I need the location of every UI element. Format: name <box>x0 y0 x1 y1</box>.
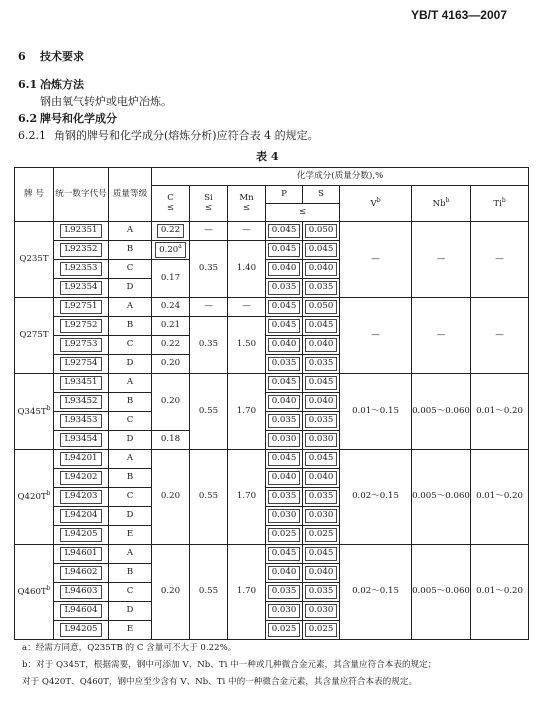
code-cell: L93451 <box>54 374 109 393</box>
nb-cell: — <box>412 298 471 374</box>
quality-cell: C <box>109 488 152 507</box>
code-cell: L92751 <box>54 298 109 317</box>
ti-cell: 0.01～0.20 <box>471 374 529 450</box>
code-cell: L94602 <box>54 564 109 583</box>
nb-cell: — <box>412 222 471 298</box>
p-cell: 0.035 <box>266 279 303 298</box>
v-cell: 0.01～0.15 <box>340 374 412 450</box>
grade-cell: Q235T <box>15 222 54 298</box>
code-cell: L94604 <box>54 602 109 621</box>
header-v: $V^b$ <box>340 186 412 222</box>
quality-cell: A <box>109 298 152 317</box>
quality-cell: A <box>109 545 152 564</box>
code-cell: L92352 <box>54 241 109 260</box>
p-cell: 0.045 <box>266 545 303 564</box>
s-cell: 0.035 <box>303 279 340 298</box>
s-cell: 0.035 <box>303 355 340 374</box>
c-cell: 0.22 <box>152 222 190 241</box>
quality-cell: A <box>109 374 152 393</box>
table-row <box>15 298 529 317</box>
s-cell: 0.030 <box>303 431 340 450</box>
section-6-1-heading: 6.1 冶炼方法 <box>18 78 84 91</box>
p-cell: 0.035 <box>266 488 303 507</box>
code-cell: L93454 <box>54 431 109 450</box>
si-cell: — <box>190 298 228 317</box>
table-row <box>15 545 529 564</box>
section-6-heading: 6 技术要求 <box>18 50 84 63</box>
quality-cell: C <box>109 412 152 431</box>
code-cell: L93453 <box>54 412 109 431</box>
s-cell: 0.025 <box>303 621 340 640</box>
quality-cell: C <box>109 583 152 602</box>
s-cell: 0.045 <box>303 450 340 469</box>
table-row <box>15 374 529 393</box>
c-cell: 0.17 <box>152 260 190 298</box>
code-cell: L92753 <box>54 336 109 355</box>
s-cell: 0.040 <box>303 260 340 279</box>
code-cell: L92354 <box>54 279 109 298</box>
s-cell: 0.040 <box>303 336 340 355</box>
footnote-b: b：对于 Q345T，根据需要，钢中可添加 V、Nb、Ti 中一种或几种微合金元素，其含量应符合本表的规定； <box>22 660 437 670</box>
p-cell: 0.035 <box>266 355 303 374</box>
nb-cell: 0.005～0.060 <box>412 450 471 545</box>
quality-cell: A <box>109 222 152 241</box>
quality-cell: D <box>109 431 152 450</box>
section-6-2-1-body: 6.2.1 角钢的牌号和化学成分(熔炼分析)应符合表 4 的规定。 <box>18 129 319 142</box>
quality-cell: C <box>109 336 152 355</box>
code-cell: L92754 <box>54 355 109 374</box>
p-cell: 0.030 <box>266 602 303 621</box>
p-cell: 0.035 <box>266 412 303 431</box>
header-s: S <box>303 186 340 204</box>
si-cell: 0.55 <box>190 450 228 545</box>
c-cell: 0.20 <box>152 545 190 640</box>
header-p: P <box>266 186 303 204</box>
quality-cell: D <box>109 507 152 526</box>
s-cell: 0.045 <box>303 317 340 336</box>
code-cell: L94203 <box>54 488 109 507</box>
quality-cell: E <box>109 621 152 640</box>
grade-cell: $Q420T^b$ <box>15 450 54 545</box>
mn-cell: — <box>228 222 266 241</box>
c-cell: 0.18 <box>152 431 190 450</box>
p-cell: 0.040 <box>266 564 303 583</box>
mn-cell: 1.40 <box>228 241 266 298</box>
quality-cell: B <box>109 317 152 336</box>
c-cell: 0.20 <box>152 374 190 431</box>
quality-cell: D <box>109 279 152 298</box>
header-ps-le: ≤ <box>266 204 340 222</box>
table-caption: 表 4 <box>256 150 279 163</box>
code-cell: L94204 <box>54 507 109 526</box>
section-6-1-body: 钢由氧气转炉或电炉冶炼。 <box>40 95 172 108</box>
quality-cell: B <box>109 393 152 412</box>
s-cell: 0.045 <box>303 545 340 564</box>
mn-cell: — <box>228 298 266 317</box>
code-cell: L92752 <box>54 317 109 336</box>
c-cell: 0.24 <box>152 298 190 317</box>
s-cell: 0.040 <box>303 564 340 583</box>
header-unified-code: 统一数字代号 <box>54 168 109 222</box>
ti-cell: 0.01～0.20 <box>471 545 529 640</box>
v-cell: 0.02～0.15 <box>340 450 412 545</box>
s-cell: 0.040 <box>303 393 340 412</box>
p-cell: 0.045 <box>266 317 303 336</box>
c-cell: 0.20$^a$ <box>152 241 190 260</box>
s-cell: 0.025 <box>303 526 340 545</box>
s-cell: 0.035 <box>303 583 340 602</box>
header-nb: Nb$^b$ <box>412 186 471 222</box>
v-cell: — <box>340 298 412 374</box>
p-cell: 0.045 <box>266 241 303 260</box>
header-chemical-composition: 化学成分(质量分数),% <box>152 168 529 186</box>
table-row <box>15 450 529 469</box>
code-cell: L94202 <box>54 469 109 488</box>
code-cell: L94205 <box>54 621 109 640</box>
v-cell: 0.02～0.15 <box>340 545 412 640</box>
s-cell: 0.045 <box>303 374 340 393</box>
mn-cell: 1.70 <box>228 374 266 450</box>
p-cell: 0.030 <box>266 507 303 526</box>
table-footnotes <box>22 640 436 691</box>
s-cell: 0.030 <box>303 507 340 526</box>
si-cell: 0.55 <box>190 374 228 450</box>
p-cell: 0.025 <box>266 621 303 640</box>
nb-cell: 0.005～0.060 <box>412 374 471 450</box>
code-cell: L92351 <box>54 222 109 241</box>
c-cell: 0.22 <box>152 336 190 355</box>
code-cell: L92353 <box>54 260 109 279</box>
code-cell: L94601 <box>54 545 109 564</box>
mn-cell: 1.70 <box>228 450 266 545</box>
code-cell: L94201 <box>54 450 109 469</box>
quality-cell: C <box>109 260 152 279</box>
s-cell: 0.030 <box>303 602 340 621</box>
p-cell: 0.040 <box>266 469 303 488</box>
p-cell: 0.045 <box>266 374 303 393</box>
grade-cell: Q275T <box>15 298 54 374</box>
p-cell: 0.045 <box>266 298 303 317</box>
si-cell: — <box>190 222 228 241</box>
p-cell: 0.035 <box>266 583 303 602</box>
quality-cell: D <box>109 355 152 374</box>
quality-cell: D <box>109 602 152 621</box>
header-si: Si ≤ <box>190 186 228 222</box>
p-cell: 0.040 <box>266 336 303 355</box>
header-grade: 牌 号 <box>15 168 54 222</box>
s-cell: 0.035 <box>303 412 340 431</box>
grade-cell: $Q460T^b$ <box>15 545 54 640</box>
p-cell: 0.045 <box>266 222 303 241</box>
v-cell: — <box>340 222 412 298</box>
ti-cell: — <box>471 298 529 374</box>
c-cell: 0.21 <box>152 317 190 336</box>
p-cell: 0.030 <box>266 431 303 450</box>
quality-cell: B <box>109 241 152 260</box>
quality-cell: B <box>109 564 152 583</box>
ti-cell: — <box>471 222 529 298</box>
section-6-2-heading: 6.2 牌号和化学成分 <box>18 112 117 125</box>
mn-cell: 1.50 <box>228 317 266 374</box>
s-cell: 0.045 <box>303 241 340 260</box>
quality-cell: E <box>109 526 152 545</box>
s-cell: 0.050 <box>303 298 340 317</box>
s-cell: 0.040 <box>303 469 340 488</box>
header-ti: Ti$^b$ <box>471 186 529 222</box>
table-row <box>15 222 529 241</box>
grade-cell: $Q345T^b$ <box>15 374 54 450</box>
s-cell: 0.035 <box>303 488 340 507</box>
standard-code: YB/T 4163—2007 <box>410 8 507 22</box>
mn-cell: 1.70 <box>228 545 266 640</box>
s-cell: 0.050 <box>303 222 340 241</box>
header-quality-grade: 质量等级 <box>109 168 152 222</box>
p-cell: 0.040 <box>266 393 303 412</box>
quality-cell: A <box>109 450 152 469</box>
si-cell: 0.55 <box>190 545 228 640</box>
si-cell: 0.35 <box>190 241 228 298</box>
header-mn: Mn ≤ <box>228 186 266 222</box>
ti-cell: 0.01～0.20 <box>471 450 529 545</box>
si-cell: 0.35 <box>190 317 228 374</box>
code-cell: L94205 <box>54 526 109 545</box>
footnote-a: a：经需方同意，Q235TB 的 C 含量可不大于 0.22%。 <box>22 643 237 653</box>
header-c: C ≤ <box>152 186 190 222</box>
p-cell: 0.025 <box>266 526 303 545</box>
code-cell: L93452 <box>54 393 109 412</box>
footnote-b-cont: 对于 Q420T、Q460T，钢中应至少含有 V、Nb、Ti 中的一种微合金元素，其含量应符合本表的规定。 <box>22 677 418 687</box>
c-cell: 0.20 <box>152 450 190 545</box>
p-cell: 0.045 <box>266 450 303 469</box>
p-cell: 0.040 <box>266 260 303 279</box>
c-cell: 0.20 <box>152 355 190 374</box>
quality-cell: B <box>109 469 152 488</box>
nb-cell: 0.005～0.060 <box>412 545 471 640</box>
code-cell: L94603 <box>54 583 109 602</box>
table-4 <box>14 167 529 640</box>
